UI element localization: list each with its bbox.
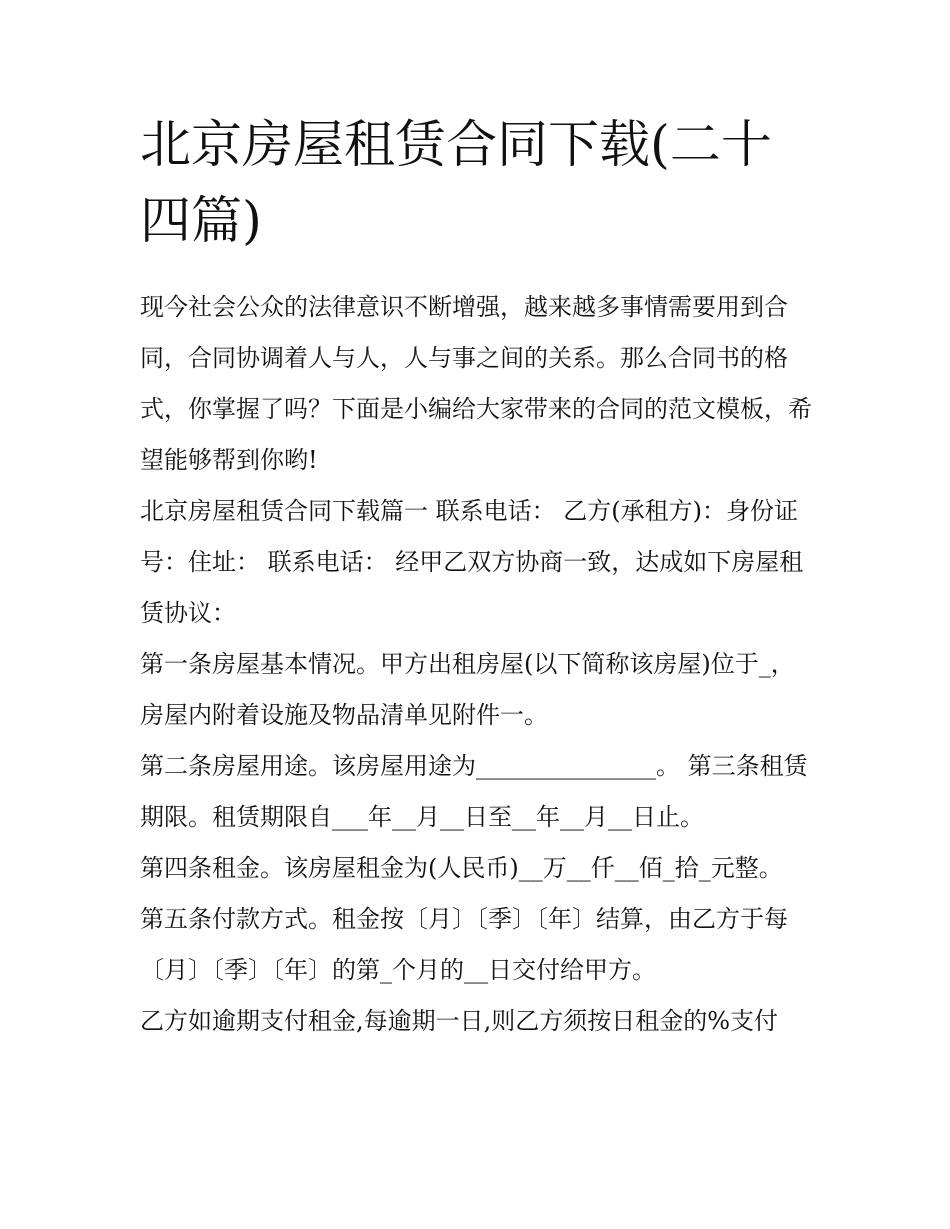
document-title: 北京房屋租赁合同下载(二十四篇): [140, 116, 772, 251]
paragraph-article-5: 第五条付款方式。租金按〔月〕〔季〕〔年〕结算，由乙方于每〔月〕〔季〕〔年〕的第_个月的__日交付给甲方。: [140, 905, 788, 984]
document-body: [140, 108, 812, 1047]
paragraph-parties: 北京房屋租赁合同下载篇一 联系电话： 乙方(承租方)：身份证号：住址： 联系电话： 经甲乙双方协商一致，达成如下房屋租赁协议：: [140, 497, 804, 627]
paragraph-article-2-3: 第二条房屋用途。该房屋用途为_______________。 第三条租赁期限。租赁期限自___年__月__日至__年__月__日止。: [140, 752, 808, 831]
paragraph-late-payment: 乙方如逾期支付租金,每逾期一日,则乙方须按日租金的%支付: [140, 1007, 779, 1035]
paragraph-intro: 现今社会公众的法律意识不断增强，越来越多事情需要用到合同，合同协调着人与人，人与事之间的关系。那么合同书的格式，你掌握了吗？下面是小编给大家带来的合同的范文模板，希望能够帮到你哟!: [140, 293, 812, 474]
paragraph-article-1: 第一条房屋基本情况。甲方出租房屋(以下简称该房屋)位于_，房屋内附着设施及物品清单见附件一。: [140, 650, 795, 729]
paragraph-article-4: 第四条租金。该房屋租金为(人民币)__万__仟__佰_拾_元整。: [140, 854, 783, 882]
